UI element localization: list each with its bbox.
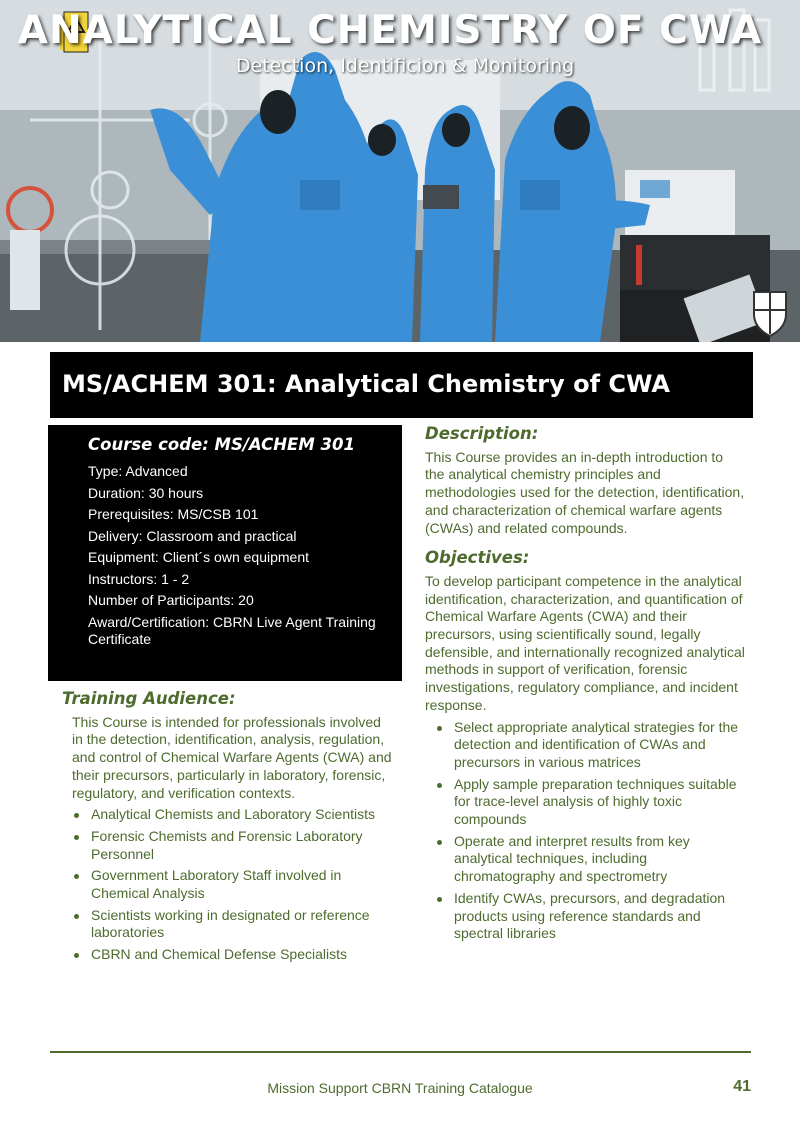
list-item: Apply sample preparation techniques suitable for trace-level analysis of highly toxic compounds [425,776,745,829]
bullet-icon [74,874,79,879]
info-delivery: Delivery: Classroom and practical [88,527,297,544]
list-item: CBRN and Chemical Defense Specialists [62,946,392,964]
list-item: Government Laboratory Staff involved in Chemical Analysis [62,867,392,902]
list-item: Operate and interpret results from key analytical techniques, including chromatography and spectrometry [425,833,745,886]
description-heading: Description: [425,424,539,443]
description-text: This Course provides an in-depth introduction to the analytical chemistry principles and methodologies used for the detection, identification, and characterization of chemical warfare agents (CWAs) and related compounds. [425,448,745,536]
info-participants: Number of Participants: 20 [88,592,254,608]
bullet-icon [74,813,79,818]
page-number: 41 [733,1078,751,1095]
course-code: Course code: MS/ACHEM 301 [88,435,355,454]
bullet-icon [437,897,442,902]
course-info-box [48,425,402,681]
info-award: Award/Certification: CBRN Live Agent Training Certificate [88,613,376,647]
audience-list [62,806,392,964]
objectives-heading: Objectives: [425,548,530,568]
hero-title: ANALYTICAL CHEMISTRY OF CWA [17,8,763,53]
course-title: MS/ACHEM 301: Analytical Chemistry of CWA [50,352,753,418]
list-item: Forensic Chemists and Forensic Laboratory Personnel [62,828,392,863]
bullet-icon [74,914,79,919]
list-item: Scientists working in designated or reference laboratories [62,907,392,942]
hero-subtitle: Detection, Identificion & Monitoring [235,55,575,77]
info-equipment: Equipment: Client´s own equipment [88,549,310,565]
list-item: Analytical Chemists and Laboratory Scientists [62,806,392,824]
objectives-list [425,719,745,943]
description-objectives-section [425,425,745,947]
info-duration: Duration: 30 hours [88,484,204,501]
info-type: Type: Advanced [88,463,188,479]
audience-intro: This Course is intended for professionals involved in the detection, identification, analysis, regulation, and control of Chemical Warfare Agents (CWA) and their precursors, particularly in laboratory, forensic, regulatory, and verification contexts. [72,713,392,801]
list-item: Select appropriate analytical strategies for the detection and identification of CWAs and precursors in various matrices [425,719,745,772]
audience-heading: Training Audience: [62,689,236,708]
footer-catalogue-title: Mission Support CBRN Training Catalogue [267,1080,533,1096]
bullet-icon [437,726,442,731]
training-audience-section [62,690,392,968]
footer-divider [50,1051,751,1053]
info-instructors: Instructors: 1 - 2 [88,570,190,587]
objectives-intro: To develop participant competence in the analytical identification, characterization, and quantification of Chemical Warfare Agents (CWA) and their precursors, using scientifically sound, legally defensible, and internationally recognized analytical methods in support of verification, forensic investigations, regulatory compliance, and incident response. [425,572,745,713]
hero-banner [0,0,800,342]
bullet-icon [437,783,442,788]
list-item: Identify CWAs, precursors, and degradation products using reference standards and spectral libraries [425,890,745,943]
bullet-icon [74,835,79,840]
bullet-icon [437,840,442,845]
bullet-icon [74,953,79,958]
info-prerequisites: Prerequisites: MS/CSB 101 [88,506,259,522]
